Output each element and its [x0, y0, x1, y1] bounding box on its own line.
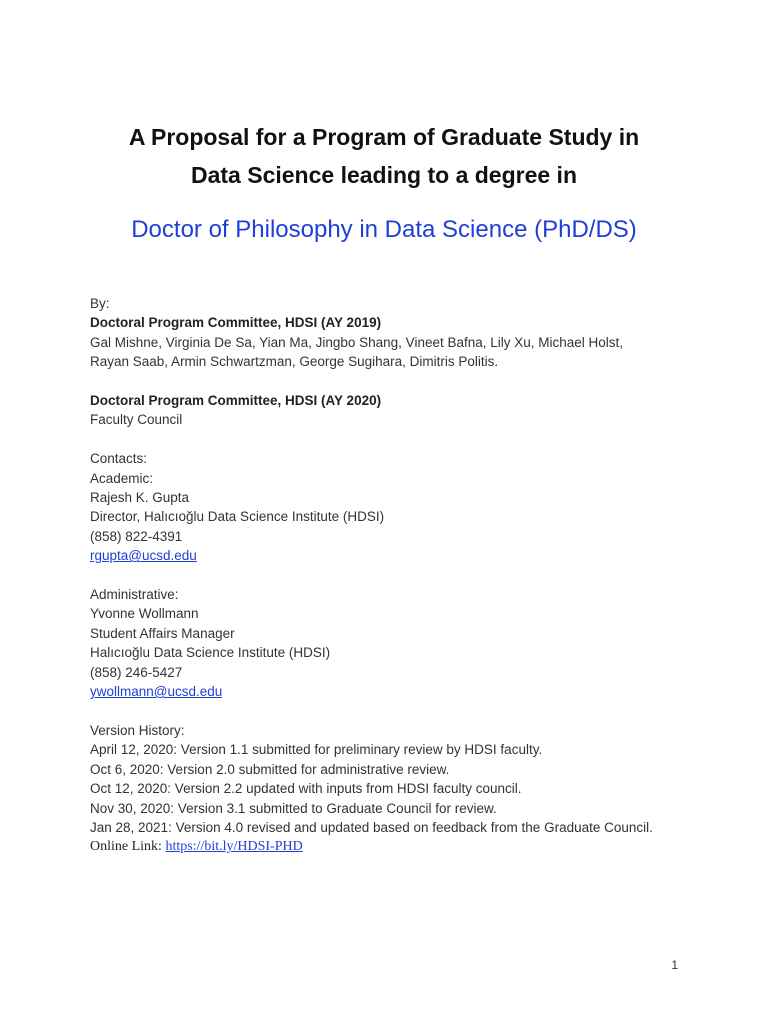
title-line-2: Data Science leading to a degree in: [190, 162, 577, 188]
page-number: 1: [671, 958, 678, 972]
version-history-entry: Jan 28, 2021: Version 4.0 revised and updated based on feedback from the Graduate Council.: [90, 819, 653, 835]
version-history-entry: Oct 6, 2020: Version 2.0 submitted for administrative review.: [90, 761, 450, 777]
version-history-label: Version History:: [90, 722, 185, 738]
document-body: [90, 294, 710, 857]
title-line-1: A Proposal for a Program of Graduate Study in: [128, 124, 640, 150]
online-link-label: Online Link:: [90, 839, 166, 855]
academic-contact-email-link[interactable]: rgupta@ucsd.edu: [90, 548, 197, 564]
administrative-contact-org: Halıcıoğlu Data Science Institute (HDSI): [90, 645, 331, 661]
version-history-entry: Oct 12, 2020: Version 2.2 updated with inputs from HDSI faculty council.: [90, 781, 522, 797]
version-history-entry: April 12, 2020: Version 1.1 submitted for preliminary review by HDSI faculty.: [90, 742, 543, 758]
administrative-contact-email-link[interactable]: ywollmann@ucsd.edu: [90, 684, 223, 700]
by-label: By:: [90, 296, 110, 311]
administrative-contact-phone: (858) 246-5427: [90, 664, 183, 680]
degree-title: Doctor of Philosophy in Data Science (PhD/DS): [131, 216, 637, 243]
academic-contact-title: Director, Halıcıoğlu Data Science Institute (HDSI): [90, 509, 385, 525]
committee-2020-members: Faculty Council: [90, 412, 183, 428]
academic-contact-phone: (858) 822-4391: [90, 528, 183, 544]
committee-2019-heading: Doctoral Program Committee, HDSI (AY 2019): [90, 315, 382, 331]
contacts-label: Contacts:: [90, 451, 148, 467]
academic-label: Academic:: [90, 470, 154, 486]
administrative-contact-title: Student Affairs Manager: [90, 625, 235, 641]
online-link-line: [90, 837, 710, 856]
administrative-contact-name: Yvonne Wollmann: [90, 606, 199, 622]
online-link-url[interactable]: https://bit.ly/HDSI-PHD: [165, 839, 303, 855]
document-title: [40, 118, 728, 194]
committee-2020-heading: Doctoral Program Committee, HDSI (AY 2020): [90, 393, 382, 409]
committee-2019-members-line-1: Gal Mishne, Virginia De Sa, Yian Ma, Jingbo Shang, Vineet Bafna, Lily Xu, Michael Holst,: [90, 334, 624, 350]
committee-2019-members-line-2: Rayan Saab, Armin Schwartzman, George Sugihara, Dimitris Politis.: [90, 354, 499, 370]
administrative-label: Administrative:: [90, 587, 179, 603]
academic-contact-name: Rajesh K. Gupta: [90, 490, 190, 506]
version-history-entry: Nov 30, 2020: Version 3.1 submitted to Graduate Council for review.: [90, 800, 497, 816]
